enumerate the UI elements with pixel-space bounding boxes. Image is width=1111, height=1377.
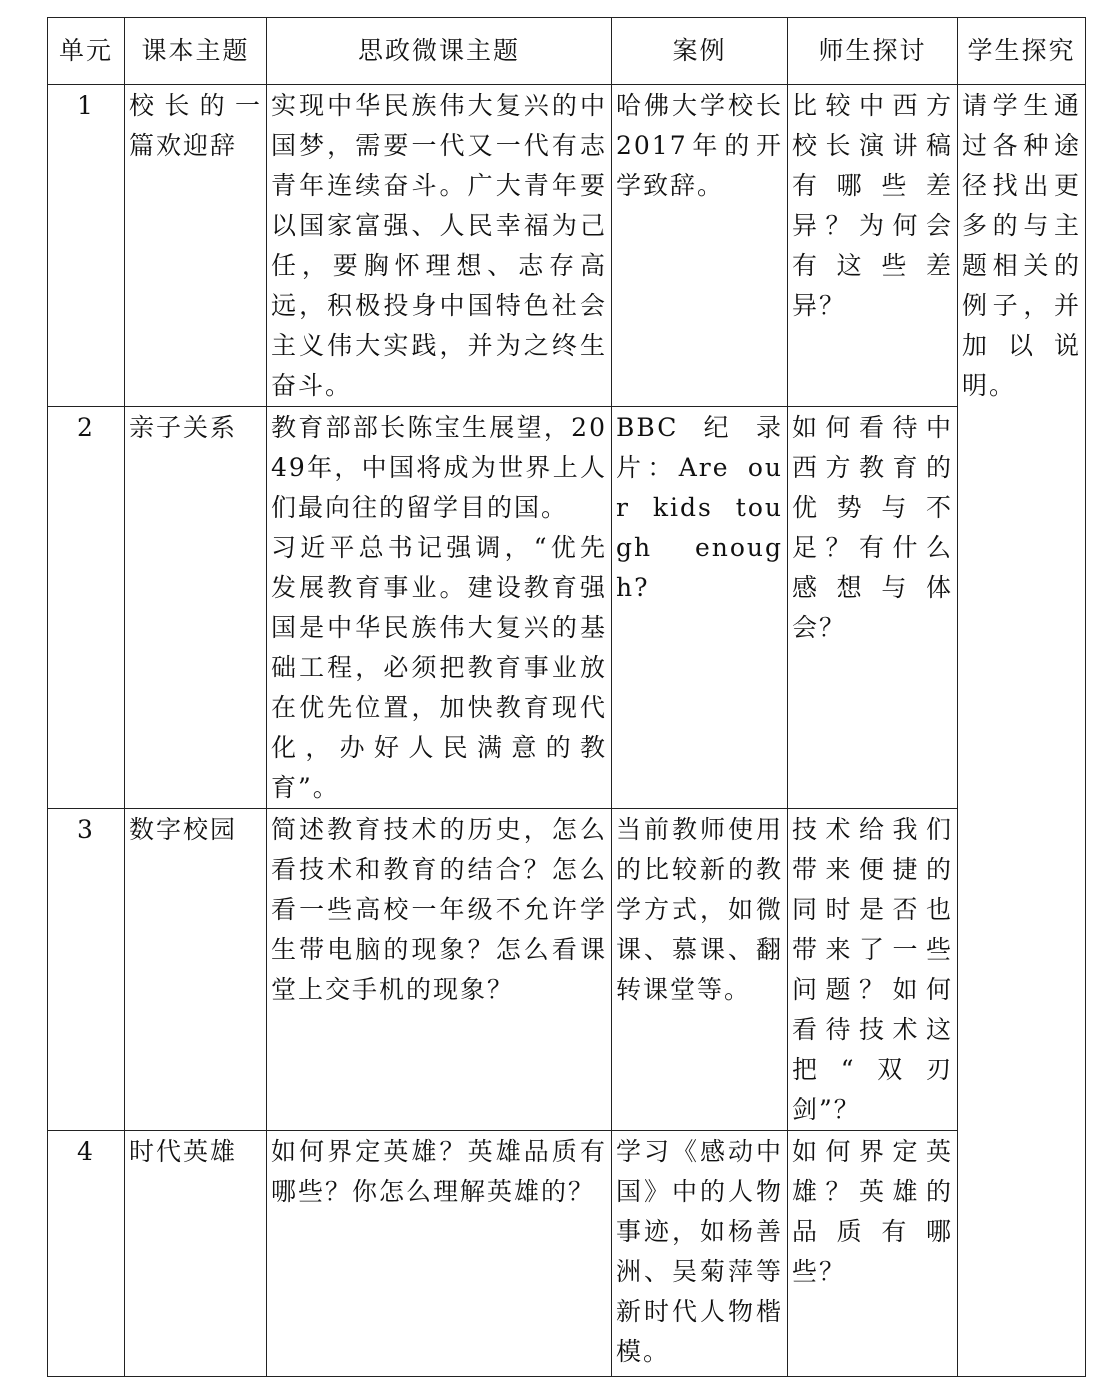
ideology-paragraph: 简述教育技术的历史，怎么看技术和教育的结合？怎么看一些高校一年级不允许学生带电脑的现象？怎么看课堂上交手机的现象？ <box>271 815 607 1004</box>
case-cell: 学习《感动中国》中的人物事迹，如杨善洲、吴菊萍等新时代人物楷模。 <box>612 1131 788 1377</box>
case-cell: 哈佛大学校长2017年的开学致辞。 <box>612 85 788 407</box>
header-student-inquiry: 学生探究 <box>958 18 1086 85</box>
table-row <box>48 85 1086 407</box>
header-discussion: 师生探讨 <box>788 18 958 85</box>
ideology-paragraph: 实现中华民族伟大复兴的中国梦，需要一代又一代有志青年连续奋斗。广大青年要以国家富强、人民幸福为己任，要胸怀理想、志存高远，积极投身中国特色社会主义伟大实践，并为之终生奋斗。 <box>271 91 607 400</box>
ideology-cell <box>267 85 612 407</box>
lesson-table <box>47 17 1086 1377</box>
topic-cell: 亲子关系 <box>125 407 267 809</box>
ideology-paragraph: 习近平总书记强调，“优先发展教育事业。建设教育强国是中华民族伟大复兴的基础工程，必须把教育事业放在优先位置，加快教育现代化，办好人民满意的教育”。 <box>271 533 607 802</box>
unit-cell: 1 <box>48 85 125 407</box>
ideology-cell <box>267 407 612 809</box>
topic-cell: 时代英雄 <box>125 1131 267 1377</box>
unit-cell: 2 <box>48 407 125 809</box>
unit-cell: 3 <box>48 809 125 1131</box>
discussion-cell: 如何界定英雄？英雄的品质有哪些？ <box>788 1131 958 1377</box>
unit-cell: 4 <box>48 1131 125 1377</box>
discussion-cell: 如何看待中西方教育的优势与不足？有什么感想与体会？ <box>788 407 958 809</box>
table-row <box>48 809 1086 1131</box>
header-case: 案例 <box>612 18 788 85</box>
topic-cell: 数字校园 <box>125 809 267 1131</box>
case-cell: BBC纪录片：Are our kids tough enough? <box>612 407 788 809</box>
case-cell: 当前教师使用的比较新的教学方式，如微课、慕课、翻转课堂等。 <box>612 809 788 1131</box>
ideology-cell <box>267 1131 612 1377</box>
ideology-paragraph: 如何界定英雄？英雄品质有哪些？你怎么理解英雄的？ <box>271 1137 607 1206</box>
discussion-cell: 技术给我们带来便捷的同时是否也带来了一些问题？如何看待技术这把“双刃剑”？ <box>788 809 958 1131</box>
header-topic: 课本主题 <box>125 18 267 85</box>
ideology-paragraph: 教育部部长陈宝生展望，2049年，中国将成为世界上人们最向往的留学目的国。 <box>271 413 607 522</box>
discussion-cell: 比较中西方校长演讲稿有哪些差异？为何会有这些差异？ <box>788 85 958 407</box>
student-inquiry-cell: 请学生通过各种途径找出更多的与主题相关的例子，并加以说明。 <box>958 85 1086 1377</box>
table-row <box>48 407 1086 809</box>
header-row <box>48 18 1086 85</box>
ideology-cell <box>267 809 612 1131</box>
header-unit: 单元 <box>48 18 125 85</box>
topic-cell: 校长的一篇欢迎辞 <box>125 85 267 407</box>
header-ideology-topic: 思政微课主题 <box>267 18 612 85</box>
table-row <box>48 1131 1086 1377</box>
